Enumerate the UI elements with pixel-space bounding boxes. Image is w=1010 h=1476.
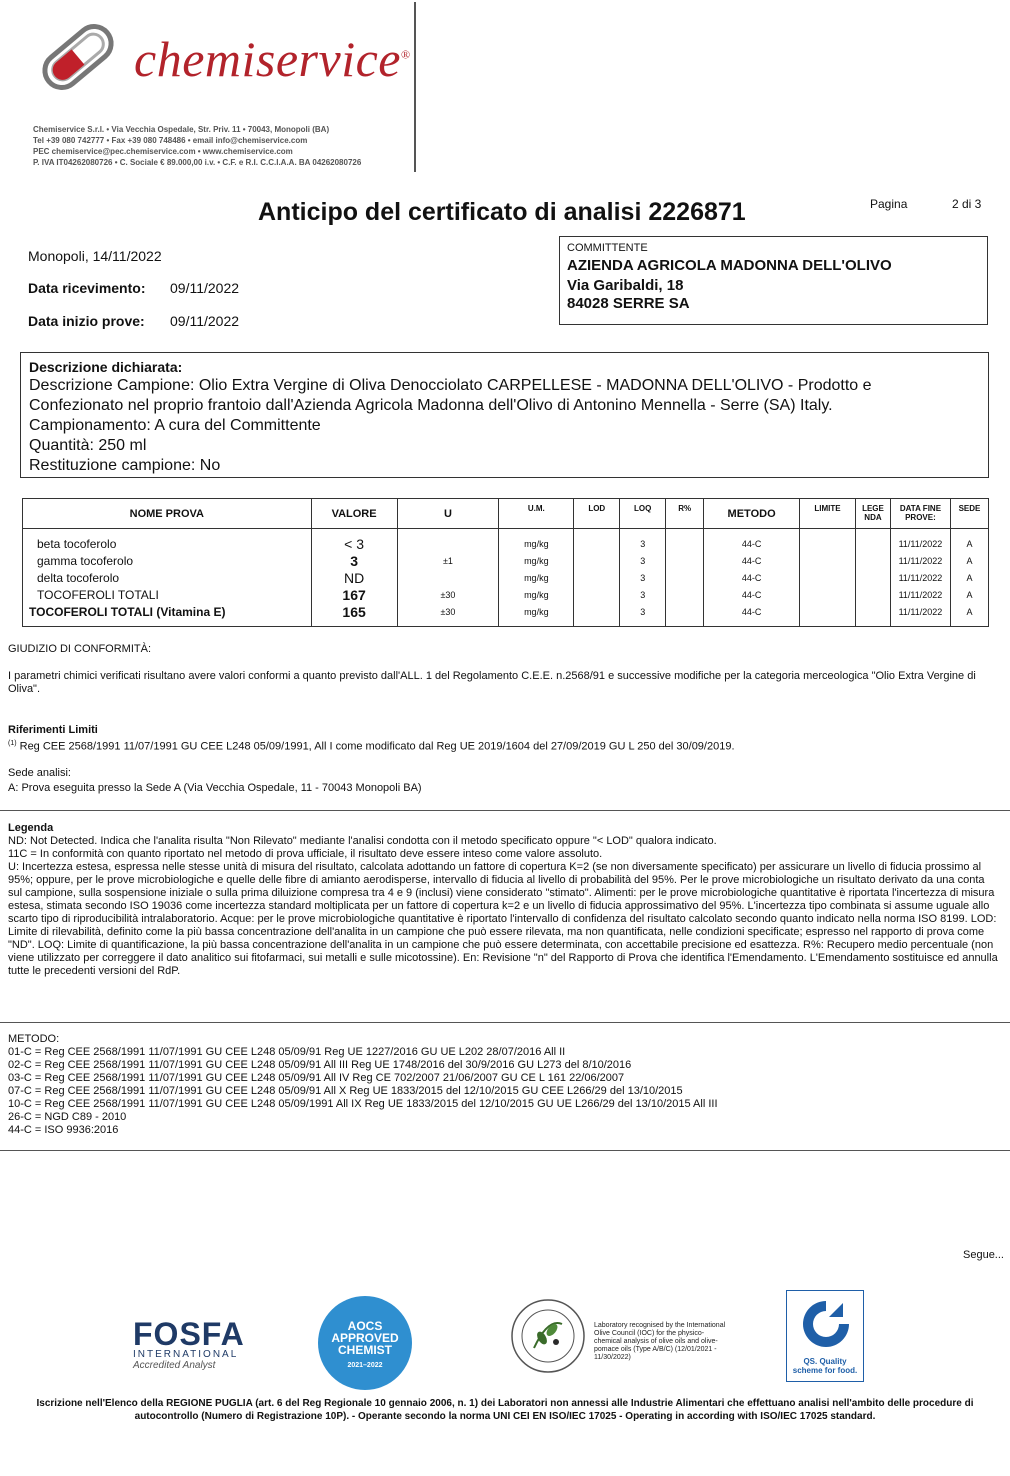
cell-limit [800,569,856,586]
qs-line: scheme for food. [792,1366,858,1375]
legend-title: Legenda [8,822,54,834]
start-value: 09/11/2022 [170,313,240,329]
cell-um: mg/kg [499,569,574,586]
cell-lod [574,552,620,569]
col-header: DATA FINE PROVE: [890,499,950,529]
col-header: VALORE [311,499,397,529]
place-date: Monopoli, 14/11/2022 [28,248,162,264]
col-header: LOQ [620,499,666,529]
divider [0,1150,1010,1151]
description-heading: Descrizione dichiarata: [29,359,183,375]
cell-value: ND [311,569,397,586]
cell-value: 165 [311,603,397,620]
page-number: 2 di 3 [952,197,982,211]
cell-name: gamma tocoferolo [23,552,312,569]
fosfa-accreditation: Accredited Analyst [133,1360,216,1371]
method-line: 03-C = Reg CEE 2568/1991 11/07/1991 GU CEE L248 05/09/91 All IV Reg CE 702/2007 21/06/2007 GU CE L 161 22/06/2007 [8,1072,625,1084]
cell-limit [800,586,856,603]
description-line: Quantità: 250 ml [29,437,147,454]
cell-loq: 3 [620,535,666,552]
conformity-text: I parametri chimici verificati risultano avere valori conformi a quanto previsto dall'ALL. 1 del Regolamento C.E.E. n.2568/91 e successive modifiche per la categoria merceologica "Olio Extra Vergine di Oliva". [8,670,976,695]
received-value: 09/11/2022 [170,280,240,296]
cell-legend [855,586,890,603]
cell-value: 167 [311,586,397,603]
cell-name: delta tocoferolo [23,569,312,586]
table-row [23,552,989,569]
company-line: P. IVA IT04262080726 • C. Sociale € 89.000,00 i.v. • C.F. e R.I. C.C.I.A.A. BA 04262080726 [33,158,362,167]
start-label: Data inizio prove: [28,313,145,329]
table-row [23,569,989,586]
cell-method: 44-C [704,552,800,569]
methods-section [8,1033,998,1137]
cell-legend [855,552,890,569]
cell-legend [855,535,890,552]
conformity-title: GIUDIZIO DI CONFORMITÀ: [8,643,151,655]
legend-body: U: Incertezza estesa, espressa nelle stesse unità di misura del risultato, calcolata adottando un fattore di copertura K=2 (se non diversamente specificato) per assicurare un livello di fiducia prossimo al 95%; oppure, per le prove microbiologiche e quelle delle fibre di amianto aerodisperse, intervallo di fiducia al livello di probabilità del 95%. Per le prove microbiologiche un risultato derivato da una conta sul campione, sulla sospensione iniziale o sulla prima diluizione compresa tra 4 e 9 (inclusi) viene considerato "stimato". Alimenti: per le prove microbiologiche quantitative è riportata l'incertezza di misura estesa, stimata secondo ISO 19036 come incertezza standard moltiplicata per un fattore di copertura k=2 e un livello di fiducia approssimativo del 95%. L'incertezza tipo combinata si assume uguale allo scarto tipo di riproducibilità intralaboratorio. Acque: per le prove microbiologiche quantitative è riportato l'intervallo di confidenza del risultato calcolato secondo quanto indicato nella norma ISO 8199. LOD: Limite di rilevabilità, definito come la più bassa concentrazione dell'analita in un campione che può essere rilevata, ma non quantificata, nelle condizioni specificate; espresso nel rapporto di prova come "ND". LOQ: Limite di quantificazione, la più bassa concentrazione dell'analita in un campione che può essere determinata, con accettabile precisione ed esattezza. R%: Recupero medio percentuale (non viene utilizzato per correggere il dato analitico sui fitofarmaci, sui metalli e sulle micotossine). En: Revisione "n" del Rapporto di Prova che identifica l'Emendamento. L'Emendamento sostituisce ed annulla tutte le precedenti versioni del RdP. [8,861,998,977]
col-header: METODO [704,499,800,529]
client-caption: COMMITTENTE [567,242,648,254]
cell-limit [800,552,856,569]
qs-text [787,1357,863,1375]
col-header: LOD [574,499,620,529]
company-line: Tel +39 080 742777 • Fax +39 080 748486 • email info@chemiservice.com [33,136,308,145]
company-line: PEC chemiservice@pec.chemiservice.com • www.chemiservice.com [33,147,293,156]
divider [0,810,1010,811]
cell-r [666,603,704,620]
description-line: Restituzione campione: No [29,457,221,474]
cell-r [666,552,704,569]
cell-end-date: 11/11/2022 [890,603,950,620]
col-header: LIMITE [800,499,856,529]
cell-value: 3 [311,552,397,569]
cell-method: 44-C [704,569,800,586]
client-street: Via Garibaldi, 18 [567,277,684,294]
cell-name: TOCOFEROLI TOTALI [23,586,312,603]
cell-lod [574,535,620,552]
qs-arrow-icon [799,1297,853,1351]
cell-um: mg/kg [499,552,574,569]
cell-loq: 3 [620,603,666,620]
cell-end-date: 11/11/2022 [890,569,950,586]
cell-name: beta tocoferolo [23,535,312,552]
cell-u: ±1 [397,552,499,569]
footer-note: Iscrizione nell'Elenco della REGIONE PUGLIA (art. 6 del Reg Regionale 10 gennaio 2006, n. 1) dei Laboratori non annessi alle Industrie Alimentari che effettuano analisi nell'ambito delle procedure di autocontrollo (Numero di Registrazione 10P). - Operante secondo la norma UNI CEI EN ISO/IEC 17025 - Operating in according with ISO/IEC 17025 standard. [36,1398,974,1422]
registered-mark: ® [400,47,411,62]
method-line: 10-C = Reg CEE 2568/1991 11/07/1991 GU CEE L248 05/09/1991 All IX Reg UE 1833/2015 del 12/10/2015 GU UE L266/29 del 13/10/2015 All III [8,1098,718,1110]
col-header: NOME PROVA [23,499,312,529]
company-info [33,124,361,168]
description-line: Campionamento: A cura del Committente [29,417,321,434]
cell-end-date: 11/11/2022 [890,552,950,569]
ioc-text: Laboratory recognised by the International Olive Council (IOC) for the physico-chemical analysis of olive oils and olive-pomace oils (Type A/B/C) (12/01/2021 - 11/30/2022) [594,1322,726,1361]
cell-legend [855,569,890,586]
document-title: Anticipo del certificato di analisi 2226871 [258,198,746,226]
cell-u: ±30 [397,586,499,603]
cell-site: A [950,603,988,620]
col-header: R% [666,499,704,529]
page-label: Pagina [870,197,908,211]
cell-um: mg/kg [499,603,574,620]
client-box [559,236,988,325]
fosfa-logo [133,1316,245,1371]
cell-r [666,569,704,586]
cell-method: 44-C [704,535,800,552]
description-box [20,352,989,478]
qs-logo [786,1290,864,1382]
cell-r [666,535,704,552]
cell-u: ±30 [397,603,499,620]
cell-value: < 3 [311,535,397,552]
aocs-badge [318,1296,412,1390]
cell-loq: 3 [620,552,666,569]
cell-um: mg/kg [499,535,574,552]
cell-lod [574,586,620,603]
limits-mark: (1) [8,740,17,747]
description-line: Confezionato nel proprio frantoio dall'Azienda Agricola Madonna dell'Olivo di Antonino Mennella - Serre (SA) Italy. [29,397,833,414]
cell-loq: 3 [620,569,666,586]
site-title: Sede analisi: [8,767,71,779]
header-divider [414,2,416,172]
table-row [23,586,989,603]
col-header: U.M. [499,499,574,529]
brand-suffix: service [255,31,401,87]
method-line: 02-C = Reg CEE 2568/1991 11/07/1991 GU CEE L248 05/09/91 All III Reg UE 1748/2016 del 30/9/2016 GU L273 del 8/10/2016 [8,1059,632,1071]
col-header: SEDE [950,499,988,529]
description-line: Descrizione Campione: Olio Extra Vergine di Oliva Denocciolato CARPELLESE - MADONNA DELL'OLIVO - Prodotto e [29,377,872,394]
brand-prefix: chemi [134,31,256,87]
cell-end-date: 11/11/2022 [890,586,950,603]
legend-section [8,822,998,978]
divider [0,1022,1010,1023]
cell-r [666,586,704,603]
cell-method: 44-C [704,603,800,620]
cell-u [397,569,499,586]
limits-body: Reg CEE 2568/1991 11/07/1991 GU CEE L248 05/09/1991, All I come modificato dal Reg UE 2019/1604 del 27/09/2019 GU L 250 del 30/09/2019. [16,740,735,753]
client-city: 84028 SERRE SA [567,295,690,312]
table-row [23,535,989,552]
cell-limit [800,535,856,552]
method-line: 01-C = Reg CEE 2568/1991 11/07/1991 GU CEE L248 05/09/91 Reg UE 1227/2016 GU UE L202 28/07/2016 All II [8,1046,566,1058]
legend-nd: ND: Not Detected. Indica che l'analita risulta "Non Rilevato" mediante l'analisi condotta con il metodo specificato oppure "< LOD" qualora indicato. [8,835,717,847]
method-line: 07-C = Reg CEE 2568/1991 11/07/1991 GU CEE L248 05/09/91 All X Reg UE 1833/2015 del 12/10/2015 GU CEE L266/29 del 13/10/2015 [8,1085,683,1097]
cell-site: A [950,586,988,603]
client-name: AZIENDA AGRICOLA MADONNA DELL'OLIVO [567,257,892,274]
chemiservice-logo-icon [28,14,128,100]
received-label: Data ricevimento: [28,280,146,296]
aocs-line: AOCS [347,1319,383,1333]
cell-lod [574,569,620,586]
cell-site: A [950,569,988,586]
company-line: Chemiservice S.r.l. • Via Vecchia Ospedale, Str. Priv. 11 • 70043, Monopoli (BA) [33,125,330,134]
qs-line: QS. Quality [803,1357,847,1366]
methods-title: METODO: [8,1033,60,1045]
cell-site: A [950,535,988,552]
col-header: U [397,499,499,529]
continues-label: Segue... [963,1249,1004,1261]
brand-name [134,30,411,88]
ioc-seal-icon [510,1298,586,1374]
table-row [23,603,989,620]
cell-loq: 3 [620,586,666,603]
cell-legend [855,603,890,620]
table-header-row [23,499,989,529]
method-line: 44-C = ISO 9936:2016 [8,1124,119,1136]
aocs-year: 2021–2022 [347,1362,383,1369]
cell-site: A [950,552,988,569]
col-header: LEGE NDA [855,499,890,529]
aocs-line: APPROVED [331,1331,399,1345]
site-text: A: Prova eseguita presso la Sede A (Via Vecchia Ospedale, 11 - 70043 Monopoli BA) [8,782,422,794]
cell-end-date: 11/11/2022 [890,535,950,552]
aocs-line: CHEMIST [338,1343,392,1357]
method-line: 26-C = NGD C89 - 2010 [8,1111,127,1123]
cell-um: mg/kg [499,586,574,603]
cell-lod [574,603,620,620]
cell-limit [800,603,856,620]
results-table [22,498,989,627]
fosfa-name: FOSFA [133,1316,245,1352]
legend-11c: 11C = In conformità con quanto riportato nel metodo di prova ufficiale, il risultato deve essere inteso come valore assoluto. [8,848,603,860]
cell-u [397,535,499,552]
cell-method: 44-C [704,586,800,603]
cell-name: TOCOFEROLI TOTALI (Vitamina E) [23,603,312,620]
limits-text [8,737,998,754]
fosfa-subtitle: INTERNATIONAL [133,1349,239,1360]
limits-title: Riferimenti Limiti [8,724,98,736]
